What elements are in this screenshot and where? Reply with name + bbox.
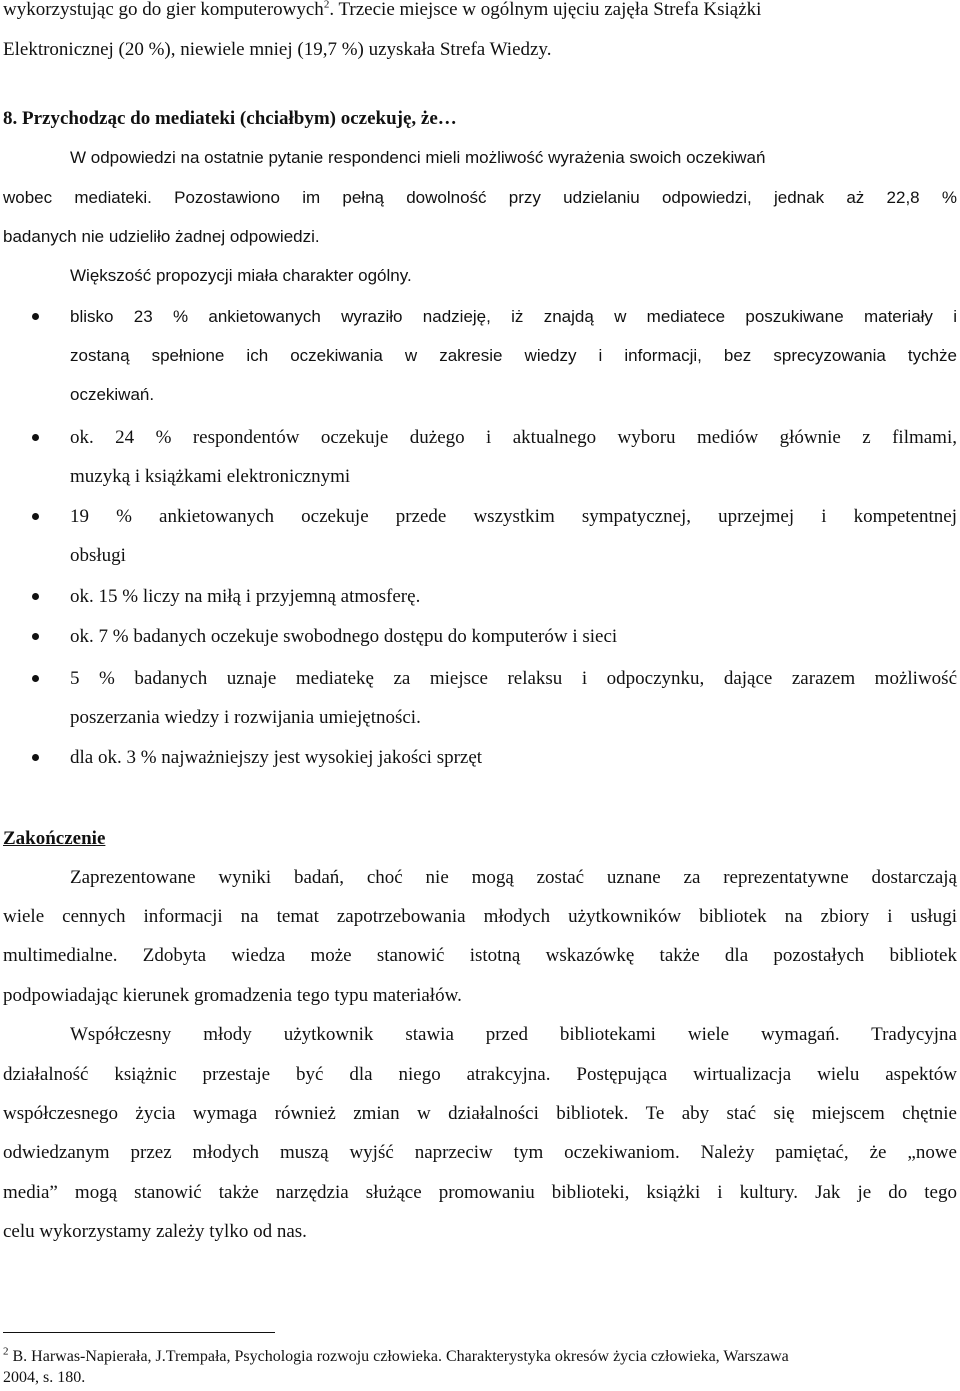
footnote-text: B. Harwas-Napierała, J.Trempała, Psychologia rozwoju człowieka. Charakterystyka okresów życia człowieka, Warszawa [12, 1348, 789, 1365]
list-item-2-line-1: ok. 24 % respondentów oczekuje dużego i aktualnego wyboru mediów głównie z filmami, [70, 427, 957, 448]
list-item-2-line-2: muzyką i książkami elektronicznymi [70, 466, 351, 487]
conclusion-p2-line-1: Współczesny młody użytkownik stawia przed bibliotekami wiele wymagań. Tradycyjna [70, 1024, 957, 1045]
bullet-icon [32, 633, 39, 640]
intro-text: wykorzystując go do gier komputerowych [3, 0, 324, 20]
conclusion-p2-line-3: współczesnego życia wymaga również zmian w działalności bibliotek. Te aby stać się miejscem chętnie [3, 1103, 957, 1124]
list-item-3-line-1: 19 % ankietowanych oczekuje przede wszystkim sympatycznej, uprzejmej i kompetentnej [70, 506, 957, 527]
q8-para-line-3: badanych nie udzieliło żadnej odpowiedzi. [3, 227, 320, 246]
bullet-icon [32, 313, 39, 320]
list-item-6-line-2: poszerzania wiedzy i rozwijania umiejętności. [70, 707, 421, 728]
footnote-ref[interactable]: 2 [323, 0, 330, 11]
bullet-icon [32, 675, 39, 682]
list-item-6-line-1: 5 % badanych uznaje mediatekę za miejsce relaksu i odpoczynku, dające zarazem możliwość [70, 668, 957, 689]
q8-para-line-1: W odpowiedzi na ostatnie pytanie respondenci mieli możliwość wyrażenia swoich oczekiwań [70, 148, 766, 167]
conclusion-p1-line-4: podpowiadając kierunek gromadzenia tego typu materiałów. [3, 985, 462, 1006]
list-item-5-line-1: ok. 7 % badanych oczekuje swobodnego dostępu do komputerów i sieci [70, 626, 618, 647]
conclusion-p1-line-3: multimedialne. Zdobyta wiedza może stanowić istotną wskazówkę także dla pozostałych bibliotek [3, 945, 957, 966]
conclusion-p1-line-2: wiele cennych informacji na temat zapotrzebowania młodych użytkowników bibliotek na zbiory i usługi [3, 906, 957, 927]
conclusion-p1-line-1: Zaprezentowane wyniki badań, choć nie mogą zostać uznane za reprezentatywne dostarczają [70, 867, 957, 888]
q8-para-line-4: Większość propozycji miała charakter ogólny. [70, 266, 412, 285]
conclusion-p2-line-2: działalność książnic przestaje być dla niego atrakcyjna. Postępująca wirtualizacja wielu aspektów [3, 1064, 957, 1085]
intro-line-1 [3, 0, 761, 22]
bullet-icon [32, 593, 39, 600]
conclusion-p2-line-5: media” mogą stanowić także narzędzia służące promowaniu biblioteki, książki i kultury. Jak je do tego [3, 1182, 957, 1203]
list-item-7-line-1: dla ok. 3 % najważniejszy jest wysokiej jakości sprzęt [70, 747, 483, 768]
list-item-1-line-1: blisko 23 % ankietowanych wyraziło nadzieję, iż znajdą w mediatece poszukiwane materiały i [70, 307, 957, 326]
intro-line-2: Elektronicznej (20 %), niewiele mniej (19,7 %) uzyskała Strefa Wiedzy. [3, 39, 552, 60]
conclusion-p2-line-6: celu wykorzystamy zależy tylko od nas. [3, 1221, 307, 1242]
footnote-line-1 [3, 1345, 789, 1369]
list-item-4-line-1: ok. 15 % liczy na miłą i przyjemną atmosferę. [70, 586, 421, 607]
intro-text-tail: . Trzecie miejsce w ogólnym ujęciu zajęła Strefa Książki [329, 0, 762, 20]
list-item-1-line-2: zostaną spełnione ich oczekiwania w zakresie wiedzy i informacji, bez sprecyzowania tychże [70, 346, 957, 365]
q8-para-line-2: wobec mediateki. Pozostawiono im pełną dowolność przy udzielaniu odpowiedzi, jednak aż 22,8 % [3, 188, 957, 207]
bullet-icon [32, 434, 39, 441]
list-item-1-line-3: oczekiwań. [70, 385, 155, 404]
list-item-3-line-2: obsługi [70, 545, 126, 566]
conclusion-heading: Zakończenie [3, 828, 106, 849]
footnote-divider [3, 1332, 275, 1333]
footnote-line-2: 2004, s. 180. [3, 1369, 86, 1386]
section-heading-q8: 8. Przychodząc do mediateki (chciałbym) oczekuję, że… [3, 108, 457, 129]
conclusion-p2-line-4: odwiedzanym przez młodych muszą wyjść naprzeciw tym oczekiwaniom. Należy pamiętać, że „nowe [3, 1142, 957, 1163]
bullet-icon [32, 754, 39, 761]
bullet-icon [32, 513, 39, 520]
footnote-number: 2 [3, 1345, 9, 1358]
